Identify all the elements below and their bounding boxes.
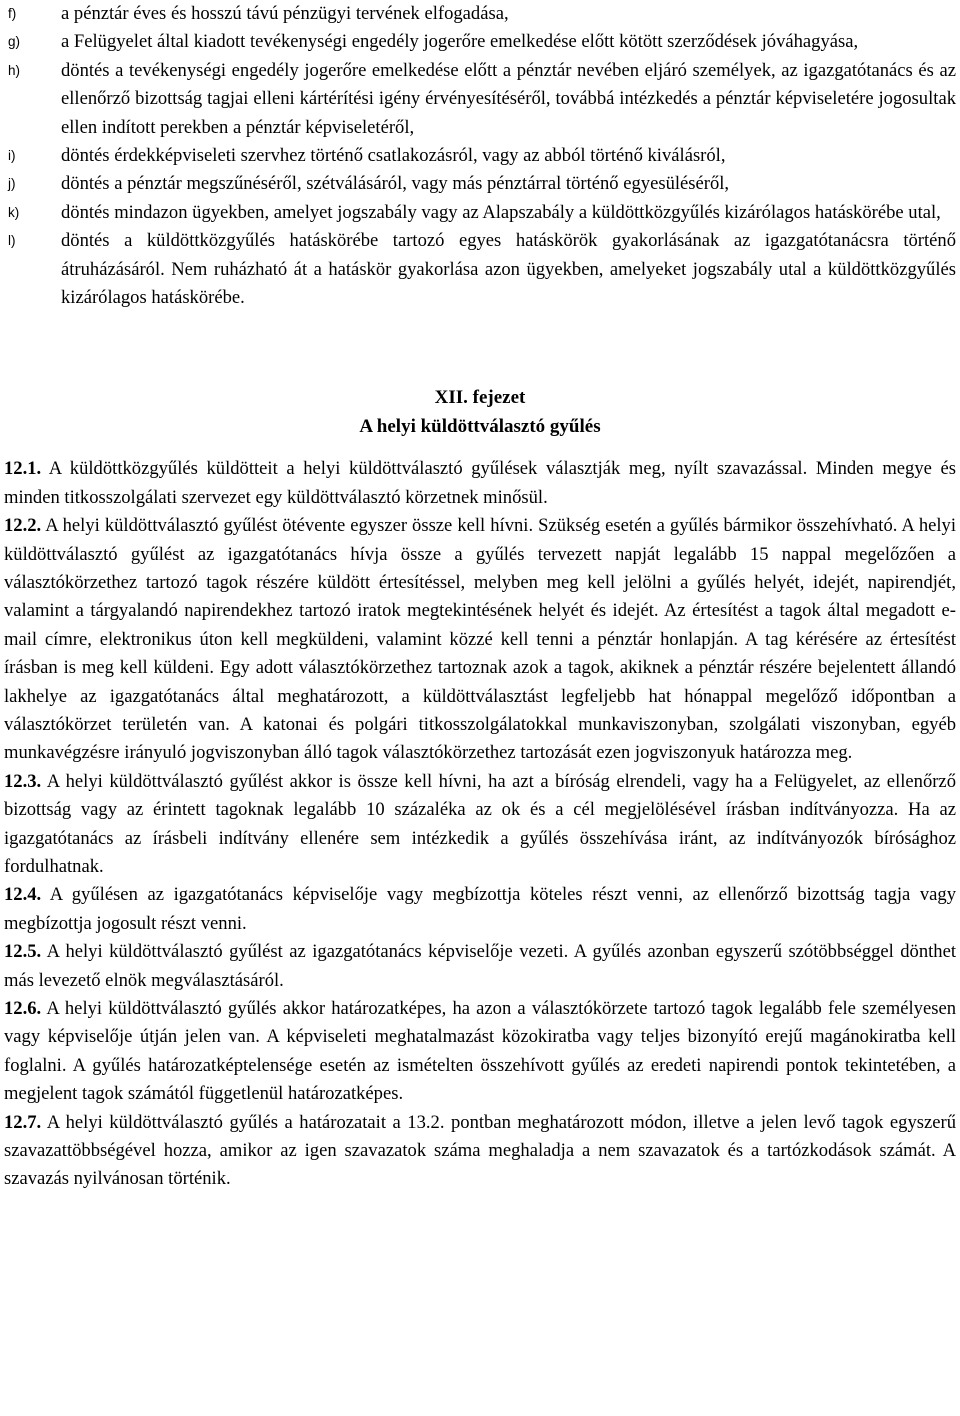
- list-item-text: döntés a küldöttközgyűlés hatáskörébe tartozó egyes hatáskörök gyakorlásának az igazgatótanácsra történő átruházásáról. Nem ruházható át a hatáskör gyakorlása azon ügyekben, amelyeket jogszabály utal a küldöttközgyűlés kizárólagos hatáskörébe.: [61, 230, 956, 309]
- chapter-heading: [4, 384, 956, 441]
- section-paragraph: [4, 512, 956, 768]
- section-text: A helyi küldöttválasztó gyűlést az igazgatótanács képviselője vezeti. A gyűlés azonban egyszerű szótöbbséggel dönthet más levezető elnök megválasztásáról.: [4, 941, 956, 991]
- section-paragraph: [4, 455, 956, 512]
- list-item-text: döntés a pénztár megszűnéséről, szétválásáról, vagy más pénztárral történő egyesüléséről,: [61, 173, 730, 195]
- list-item-text: a Felügyelet által kiadott tevékenységi engedély jogerőre emelkedése előtt kötött szerződések jóváhagyása,: [61, 31, 859, 53]
- section-text: A helyi küldöttválasztó gyűlést ötévente egyszer össze kell hívni. Szükség esetén a gyűlés bármikor összehívható. A helyi küldöttválasztó gyűlést az igazgatótanács hívja össze a gyűlés tervezett napját legalább 15 nappal megelőzően a választókörzethez tartozó tagok részére küldött értesítéssel, melyben meg kell jelölni a gyűlés helyét, idejét, napirendjét, valamint a tárgyalandó napirendekhez tartozó iratok megtekintésének helyét és idejét. Az értesítést a tagok által megadott e-mail címre, elektronikus úton kell megküldeni, valamint közzé kell tenni a pénztár honlapján. A tag kérésére az értesítést írásban is meg kell küldeni. Egy adott választókörzethez tartoznak azok a tagok, akiknek a pénztár részére bejelentett állandó lakhelye az igazgatótanács által meghatározott, a küldöttválasztást legfeljebb hat hónappal megelőző időpontban a választókörzet területén van. A katonai és polgári titkosszolgálatokkal munkaviszonyban, szolgálati viszonyban, egyéb munkavégzésre irányuló jogviszonyban álló tagok választókörzethez tartozását ezen jogviszonyuk határozza meg.: [4, 515, 956, 764]
- list-item: [4, 57, 956, 142]
- document-page: [4, 0, 956, 1194]
- powers-list: [4, 0, 956, 312]
- section-paragraph: [4, 1109, 956, 1194]
- section-paragraph: [4, 768, 956, 882]
- section-number: 12.2.: [4, 515, 42, 537]
- section-text: A gyűlésen az igazgatótanács képviselője vagy megbízottja köteles részt venni, az ellenőrző bizottság tagja vagy megbízottja jogosult részt venni.: [4, 884, 956, 934]
- chapter-number: XII. fejezet: [434, 387, 526, 409]
- list-item-label: i): [8, 148, 16, 164]
- list-item: [4, 0, 956, 28]
- list-item-label: l): [8, 233, 16, 249]
- section-paragraph: [4, 881, 956, 938]
- section-text: A helyi küldöttválasztó gyűlés akkor határozatképes, ha azon a választókörzete tartozó tagok legalább fele személyesen vagy képviselője útján jelen van. A képviseleti meghatalmazást közokiratba vagy teljes bizonyító erejű magánokiratba kell foglalni. A gyűlés határozatképtelensége esetén az ismételten összehívott gyűlés az eredeti napirendi pontok tekintetében, a megjelent tagok számától függetlenül határozatképes.: [4, 998, 956, 1105]
- list-item-label: k): [8, 204, 20, 220]
- section-text: A küldöttközgyűlés küldötteit a helyi küldöttválasztó gyűlések választják meg, nyílt szavazással. Minden megye és minden titkosszolgálati szervezet egy küldöttválasztó körzetnek minősül.: [4, 458, 956, 508]
- section-text: A helyi küldöttválasztó gyűlést akkor is össze kell hívni, ha azt a bíróság elrendeli, vagy ha a Felügyelet, az ellenőrző bizottság vagy az érintett tagoknak legalább 10 százaléka az ok és a cél megjelölésével írásban indítványozza. Ha az igazgatótanács az írásbeli indítvány ellenére sem intézkedik a gyűlés összehívása iránt, az indítványozók bírósághoz fordulhatnak.: [4, 770, 956, 877]
- section-number: 12.6.: [4, 998, 42, 1019]
- list-item: [4, 170, 956, 198]
- section-paragraph: [4, 938, 956, 995]
- list-item-label: h): [8, 62, 21, 78]
- section-number: 12.7.: [4, 1111, 42, 1133]
- chapter-title: A helyi küldöttválasztó gyűlés: [359, 415, 601, 437]
- list-item: [4, 142, 956, 170]
- section-number: 12.5.: [4, 941, 42, 963]
- list-item-label: g): [8, 34, 21, 50]
- list-item-text: döntés a tevékenységi engedély jogerőre emelkedése előtt a pénztár nevében eljáró személyek, az igazgatótanács és az ellenőrző bizottság tagjai elleni kártérítési igény érvényesítéséről, továbbá intézkedés a pénztár képviseletére jogosultak ellen indított perekben a pénztár képviseletéről,: [61, 59, 956, 138]
- list-item-label: f): [8, 6, 17, 21]
- list-item-text: döntés mindazon ügyekben, amelyet jogszabály vagy az Alapszabály a küldöttközgyűlés kizárólagos hatáskörébe utal,: [61, 201, 941, 223]
- section-text: A helyi küldöttválasztó gyűlés a határozatait a 13.2. pontban meghatározott módon, illetve a jelen levő tagok egyszerű szavazattöbbségével hozza, amikor az igen szavazatok száma meghaladja a nem szavazatok és a tartózkodások számát. A szavazás nyilvánosan történik.: [4, 1111, 956, 1190]
- list-item-label: j): [8, 176, 16, 192]
- list-item-text: döntés érdekképviseleti szervhez történő csatlakozásról, vagy az abból történő kiválásról,: [61, 145, 726, 167]
- list-item: [4, 28, 956, 56]
- section-paragraph: [4, 995, 956, 1109]
- section-number: 12.1.: [4, 458, 42, 480]
- list-item: [4, 227, 956, 312]
- section-number: 12.4.: [4, 884, 42, 906]
- list-item-text: a pénztár éves és hosszú távú pénzügyi tervének elfogadása,: [61, 3, 509, 24]
- chapter-sections: [4, 455, 956, 1194]
- section-number: 12.3.: [4, 770, 42, 792]
- list-item: [4, 199, 956, 227]
